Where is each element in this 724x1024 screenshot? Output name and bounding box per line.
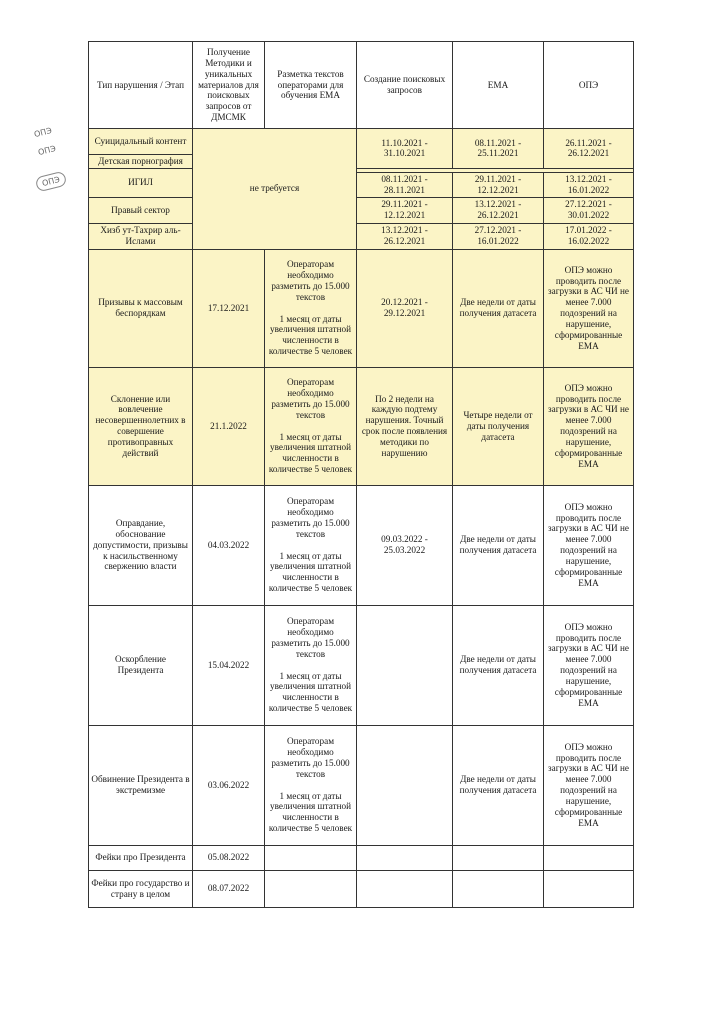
margin-note: ОПЭ <box>35 171 68 193</box>
search-cell: 11.10.2021 - 31.10.2021 <box>357 129 453 169</box>
header-cell: Разметка текстов операторами для обучения EMA <box>265 42 357 129</box>
ope-cell: ОПЭ можно проводить после загрузки в АС ЧИ не менее 7.000 подозрений на нарушение, сформированные EMA <box>544 725 634 845</box>
violation-type: Оправдание, обоснование допустимости, призывы к насильственному свержению власти <box>89 485 193 605</box>
ema-cell: Две недели от даты получения датасета <box>453 249 544 367</box>
margin-note: ОПЭ <box>37 143 57 158</box>
table-row <box>89 223 634 249</box>
date-cell: 05.08.2022 <box>193 845 265 870</box>
violation-type: Призывы к массовым беспорядкам <box>89 249 193 367</box>
search-cell <box>357 845 453 870</box>
markup-cell: Операторам необходимо разметить до 15.000 текстов 1 месяц от даты увеличения штатной численности в количестве 5 человек <box>265 249 357 367</box>
ope-cell <box>544 870 634 907</box>
ema-cell: Две недели от даты получения датасета <box>453 605 544 725</box>
markup-cell <box>265 845 357 870</box>
ope-cell: ОПЭ можно проводить после загрузки в АС ЧИ не менее 7.000 подозрений на нарушение, сформированные EMA <box>544 485 634 605</box>
ope-cell: ОПЭ можно проводить после загрузки в АС ЧИ не менее 7.000 подозрений на нарушение, сформированные EMA <box>544 605 634 725</box>
markup-cell: Операторам необходимо разметить до 15.000 текстов 1 месяц от даты увеличения штатной численности в количестве 5 человек <box>265 485 357 605</box>
markup-cell <box>265 870 357 907</box>
ope-cell: 27.12.2021 - 30.01.2022 <box>544 197 634 223</box>
table-row <box>89 605 634 725</box>
markup-cell: Операторам необходимо разметить до 15.000 текстов 1 месяц от даты увеличения штатной численности в количестве 5 человек <box>265 367 357 485</box>
ema-cell: 27.12.2021 - 16.01.2022 <box>453 223 544 249</box>
ope-cell: ОПЭ можно проводить после загрузки в АС ЧИ не менее 7.000 подозрений на нарушение, сформированные EMA <box>544 367 634 485</box>
search-cell <box>357 870 453 907</box>
ope-cell <box>544 845 634 870</box>
date-cell: 17.12.2021 <box>193 249 265 367</box>
ema-cell <box>453 845 544 870</box>
table-row <box>89 129 634 155</box>
violation-type: Суицидальный контент <box>89 129 193 155</box>
not-required-cell: не требуется <box>193 129 357 250</box>
violation-type: Фейки про государство и страну в целом <box>89 870 193 907</box>
date-cell: 03.06.2022 <box>193 725 265 845</box>
header-cell: ОПЭ <box>544 42 634 129</box>
handwritten-margin-notes <box>30 124 92 204</box>
date-cell: 04.03.2022 <box>193 485 265 605</box>
ema-cell: 29.11.2021 - 12.12.2021 <box>453 172 544 197</box>
markup-cell: Операторам необходимо разметить до 15.000 текстов 1 месяц от даты увеличения штатной численности в количестве 5 человек <box>265 725 357 845</box>
search-cell: 08.11.2021 - 28.11.2021 <box>357 172 453 197</box>
ema-cell: 13.12.2021 - 26.12.2021 <box>453 197 544 223</box>
schedule-table <box>88 41 634 908</box>
date-cell: 21.1.2022 <box>193 367 265 485</box>
violation-type: Склонение или вовлечение несовершеннолетних в совершение противоправных действий <box>89 367 193 485</box>
header-cell: EMA <box>453 42 544 129</box>
search-cell: 20.12.2021 - 29.12.2021 <box>357 249 453 367</box>
table-row <box>89 725 634 845</box>
ope-cell: ОПЭ можно проводить после загрузки в АС ЧИ не менее 7.000 подозрений на нарушение, сформированные EMA <box>544 249 634 367</box>
header-cell: Тип нарушения / Этап <box>89 42 193 129</box>
table-row <box>89 197 634 223</box>
ema-cell <box>453 870 544 907</box>
violation-type: Детская порнография <box>89 155 193 169</box>
table-row <box>89 485 634 605</box>
search-cell: 09.03.2022 - 25.03.2022 <box>357 485 453 605</box>
search-cell <box>357 605 453 725</box>
date-cell: 15.04.2022 <box>193 605 265 725</box>
margin-note: ОПЭ <box>33 125 53 140</box>
table-row <box>89 249 634 367</box>
ema-cell: Две недели от даты получения датасета <box>453 485 544 605</box>
ope-cell: 13.12.2021 - 16.01.2022 <box>544 172 634 197</box>
ema-cell: 08.11.2021 - 25.11.2021 <box>453 129 544 169</box>
header-cell: Получение Методики и уникальных материалов для поисковых запросов от ДМСМК <box>193 42 265 129</box>
header-row <box>89 42 634 129</box>
search-cell: 29.11.2021 - 12.12.2021 <box>357 197 453 223</box>
search-cell: По 2 недели на каждую подтему нарушения. Точный срок после появления методики по нарушению <box>357 367 453 485</box>
date-cell: 08.07.2022 <box>193 870 265 907</box>
ema-cell: Четыре недели от даты получения датасета <box>453 367 544 485</box>
violation-type: Правый сектор <box>89 197 193 223</box>
search-cell <box>357 725 453 845</box>
table-row <box>89 870 634 907</box>
ope-cell: 26.11.2021 - 26.12.2021 <box>544 129 634 169</box>
violation-type: Фейки про Президента <box>89 845 193 870</box>
table-row <box>89 367 634 485</box>
violation-type: ИГИЛ <box>89 168 193 197</box>
violation-type: Хизб ут-Тахрир аль-Ислами <box>89 223 193 249</box>
search-cell: 13.12.2021 - 26.12.2021 <box>357 223 453 249</box>
ope-cell: 17.01.2022 - 16.02.2022 <box>544 223 634 249</box>
violation-type: Обвинение Президента в экстремизме <box>89 725 193 845</box>
header-cell: Создание поисковых запросов <box>357 42 453 129</box>
markup-cell: Операторам необходимо разметить до 15.000 текстов 1 месяц от даты увеличения штатной численности в количестве 5 человек <box>265 605 357 725</box>
ema-cell: Две недели от даты получения датасета <box>453 725 544 845</box>
violation-type: Оскорбление Президента <box>89 605 193 725</box>
table-row <box>89 845 634 870</box>
